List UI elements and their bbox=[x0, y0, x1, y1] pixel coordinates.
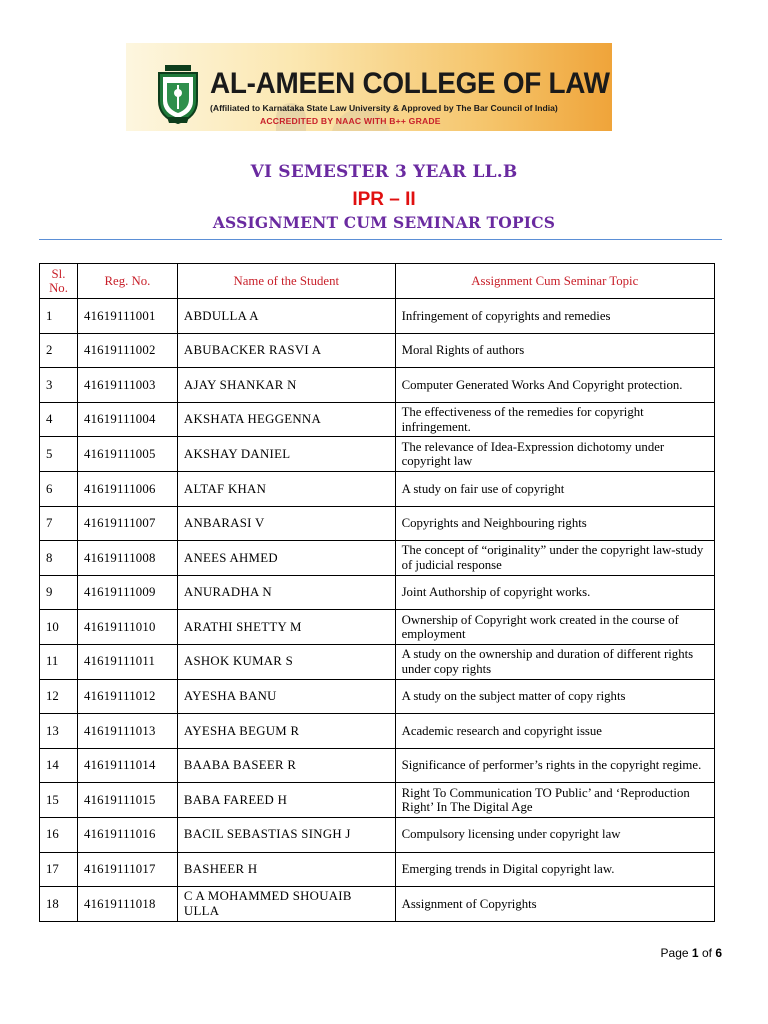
reg-no-cell: 41619111011 bbox=[77, 644, 177, 679]
student-name-cell: AKSHAY DANIEL bbox=[177, 437, 395, 472]
student-name-cell: AKSHATA HEGGENNA bbox=[177, 402, 395, 437]
student-name-cell: ASHOK KUMAR S bbox=[177, 644, 395, 679]
college-crest-icon bbox=[153, 61, 203, 125]
topic-cell: The concept of “originality” under the copyright law-study of judicial response bbox=[395, 541, 714, 576]
topic-cell: Computer Generated Works And Copyright protection. bbox=[395, 368, 714, 403]
topic-cell: The effectiveness of the remedies for copyright infringement. bbox=[395, 402, 714, 437]
reg-no-cell: 41619111007 bbox=[77, 506, 177, 541]
reg-no-cell: 41619111002 bbox=[77, 333, 177, 368]
reg-no-cell: 41619111013 bbox=[77, 714, 177, 749]
table-row bbox=[40, 368, 715, 403]
table-row bbox=[40, 748, 715, 783]
reg-no-cell: 41619111004 bbox=[77, 402, 177, 437]
topic-cell: Assignment of Copyrights bbox=[395, 887, 714, 922]
heading-divider bbox=[39, 239, 722, 240]
student-name-cell: ANBARASI V bbox=[177, 506, 395, 541]
sl-cell: 17 bbox=[40, 852, 78, 887]
sl-cell: 2 bbox=[40, 333, 78, 368]
sl-cell: 3 bbox=[40, 368, 78, 403]
sl-cell: 12 bbox=[40, 679, 78, 714]
table-body bbox=[40, 299, 715, 922]
page-indicator bbox=[661, 946, 722, 960]
header-student-name: Name of the Student bbox=[177, 264, 395, 299]
sl-cell: 8 bbox=[40, 541, 78, 576]
page-total: 6 bbox=[715, 946, 722, 960]
reg-no-cell: 41619111012 bbox=[77, 679, 177, 714]
student-name-cell: ABDULLA A bbox=[177, 299, 395, 334]
student-name-cell: ALTAF KHAN bbox=[177, 471, 395, 506]
reg-no-cell: 41619111014 bbox=[77, 748, 177, 783]
table-row bbox=[40, 471, 715, 506]
student-name-cell: C A MOHAMMED SHOUAIB ULLA bbox=[177, 887, 395, 922]
sl-cell: 6 bbox=[40, 471, 78, 506]
sl-cell: 16 bbox=[40, 817, 78, 852]
table-header-row bbox=[40, 264, 715, 299]
topic-cell: The relevance of Idea-Expression dichotomy under copyright law bbox=[395, 437, 714, 472]
student-name-cell: AYESHA BANU bbox=[177, 679, 395, 714]
student-name-cell: ANURADHA N bbox=[177, 575, 395, 610]
college-name: AL-AMEEN COLLEGE OF LAW bbox=[210, 67, 610, 100]
topic-cell: A study on the subject matter of copy rights bbox=[395, 679, 714, 714]
sl-cell: 10 bbox=[40, 610, 78, 645]
affiliation-text: (Affiliated to Karnataka State Law University & Approved by The Bar Council of India) bbox=[210, 103, 558, 113]
page-of-word: of bbox=[701, 946, 712, 960]
student-name-cell: ARATHI SHETTY M bbox=[177, 610, 395, 645]
reg-no-cell: 41619111003 bbox=[77, 368, 177, 403]
sl-cell: 18 bbox=[40, 887, 78, 922]
topic-heading: ASSIGNMENT CUM SEMINAR TOPICS bbox=[212, 213, 556, 232]
table-row bbox=[40, 783, 715, 818]
table-row bbox=[40, 402, 715, 437]
reg-no-cell: 41619111009 bbox=[77, 575, 177, 610]
topic-cell: Significance of performer’s rights in the copyright regime. bbox=[395, 748, 714, 783]
sl-cell: 11 bbox=[40, 644, 78, 679]
table-row bbox=[40, 714, 715, 749]
topic-cell: Right To Communication TO Public’ and ‘Reproduction Right’ In The Digital Age bbox=[395, 783, 714, 818]
sl-cell: 14 bbox=[40, 748, 78, 783]
table-row bbox=[40, 887, 715, 922]
reg-no-cell: 41619111005 bbox=[77, 437, 177, 472]
student-name-cell: ABUBACKER RASVI A bbox=[177, 333, 395, 368]
topic-cell: A study on fair use of copyright bbox=[395, 471, 714, 506]
student-name-cell: BABA FAREED H bbox=[177, 783, 395, 818]
sl-cell: 15 bbox=[40, 783, 78, 818]
table-row bbox=[40, 852, 715, 887]
table-row bbox=[40, 644, 715, 679]
sl-cell: 5 bbox=[40, 437, 78, 472]
sl-cell: 13 bbox=[40, 714, 78, 749]
accreditation-text: ACCREDITED BY NAAC WITH B++ GRADE bbox=[260, 116, 441, 126]
table-row bbox=[40, 679, 715, 714]
topic-cell: Compulsory licensing under copyright law bbox=[395, 817, 714, 852]
reg-no-cell: 41619111018 bbox=[77, 887, 177, 922]
topic-cell: Joint Authorship of copyright works. bbox=[395, 575, 714, 610]
topic-cell: Academic research and copyright issue bbox=[395, 714, 714, 749]
reg-no-cell: 41619111017 bbox=[77, 852, 177, 887]
college-banner bbox=[126, 43, 612, 131]
student-name-cell: AJAY SHANKAR N bbox=[177, 368, 395, 403]
table-row bbox=[40, 299, 715, 334]
sl-cell: 4 bbox=[40, 402, 78, 437]
table-row bbox=[40, 437, 715, 472]
sl-cell: 9 bbox=[40, 575, 78, 610]
topic-cell: Copyrights and Neighbouring rights bbox=[395, 506, 714, 541]
student-name-cell: AYESHA BEGUM R bbox=[177, 714, 395, 749]
table-row bbox=[40, 506, 715, 541]
reg-no-cell: 41619111008 bbox=[77, 541, 177, 576]
subject-heading: IPR – II bbox=[352, 189, 416, 210]
student-name-cell: BACIL SEBASTIAS SINGH J bbox=[177, 817, 395, 852]
table-row bbox=[40, 333, 715, 368]
topic-cell: A study on the ownership and duration of different rights under copy rights bbox=[395, 644, 714, 679]
reg-no-cell: 41619111016 bbox=[77, 817, 177, 852]
reg-no-cell: 41619111001 bbox=[77, 299, 177, 334]
assignment-table bbox=[39, 263, 715, 922]
sl-cell: 1 bbox=[40, 299, 78, 334]
table-row bbox=[40, 817, 715, 852]
sl-cell: 7 bbox=[40, 506, 78, 541]
reg-no-cell: 41619111006 bbox=[77, 471, 177, 506]
topic-cell: Infringement of copyrights and remedies bbox=[395, 299, 714, 334]
student-name-cell: ANEES AHMED bbox=[177, 541, 395, 576]
topic-cell: Moral Rights of authors bbox=[395, 333, 714, 368]
table-row bbox=[40, 575, 715, 610]
semester-heading: VI SEMESTER 3 YEAR LL.B bbox=[250, 162, 518, 182]
header-reg-no: Reg. No. bbox=[77, 264, 177, 299]
student-name-cell: BASHEER H bbox=[177, 852, 395, 887]
reg-no-cell: 41619111015 bbox=[77, 783, 177, 818]
page-word: Page bbox=[660, 946, 689, 960]
header-sl-no: Sl. No. bbox=[40, 264, 78, 299]
topic-cell: Emerging trends in Digital copyright law. bbox=[395, 852, 714, 887]
student-name-cell: BAABA BASEER R bbox=[177, 748, 395, 783]
table-row bbox=[40, 541, 715, 576]
topic-cell: Ownership of Copyright work created in the course of employment bbox=[395, 610, 714, 645]
header-topic: Assignment Cum Seminar Topic bbox=[395, 264, 714, 299]
table-row bbox=[40, 610, 715, 645]
page-current: 1 bbox=[691, 946, 699, 960]
reg-no-cell: 41619111010 bbox=[77, 610, 177, 645]
